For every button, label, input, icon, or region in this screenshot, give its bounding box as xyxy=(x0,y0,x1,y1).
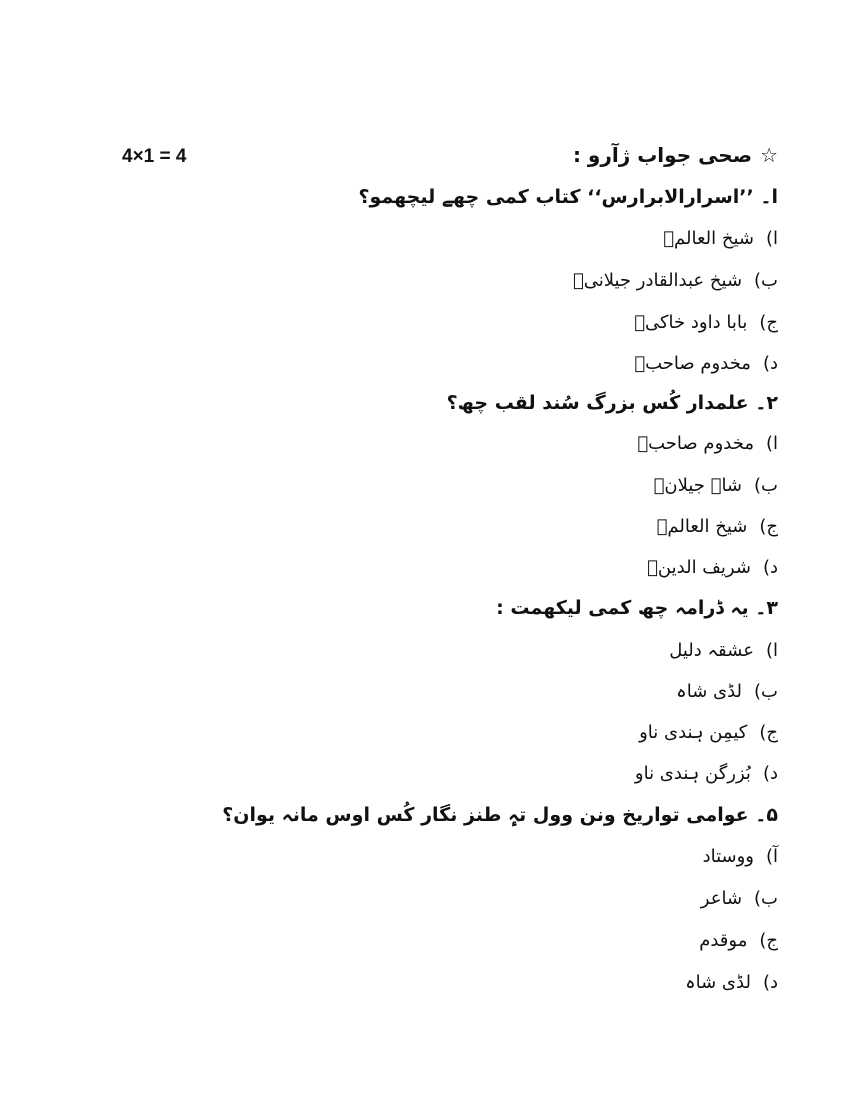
option-key: ج) xyxy=(759,722,778,743)
option-key: ا) xyxy=(765,228,778,249)
option-key: د) xyxy=(762,972,778,993)
option xyxy=(654,475,778,496)
option xyxy=(699,930,778,951)
option-text: شیخ العالمؒ xyxy=(663,228,754,249)
option-key: د) xyxy=(762,763,778,784)
option xyxy=(663,228,778,249)
option-text: مخدوم صاحبؒ xyxy=(637,433,754,454)
option xyxy=(703,846,778,867)
option-key: ب) xyxy=(754,888,778,909)
option-key: ا) xyxy=(765,433,778,454)
option-key: ا) xyxy=(765,640,778,661)
option xyxy=(634,353,778,374)
option-text: شیخ العالمؒ xyxy=(656,516,748,537)
heading-text: صحی جواب ژآرو : xyxy=(572,143,753,167)
option-text: بابا داود خاکیؒ xyxy=(634,312,748,333)
option-key: ج) xyxy=(759,312,778,333)
option-text: بُزرگن ہندی ناو xyxy=(634,763,751,784)
question-5: ۵۔ عوامی تواریخ ونن وول تہٕ طنز نگار کُس اوس مانہ یوان؟ xyxy=(222,804,778,826)
section-heading xyxy=(573,143,778,167)
option-text: مخدوم صاحبؒ xyxy=(634,353,751,374)
option-text: شاعر xyxy=(700,888,743,909)
option xyxy=(669,640,778,661)
option xyxy=(573,270,778,291)
option xyxy=(635,763,778,784)
option-key: ج) xyxy=(759,516,778,537)
option xyxy=(647,557,778,578)
option xyxy=(637,433,778,454)
option-key: ب) xyxy=(754,681,778,702)
option xyxy=(685,972,778,993)
question-3: ۳۔ یہ ڈرامہ چھ کمی لیکھمت : xyxy=(496,597,778,619)
option xyxy=(676,681,778,702)
star-icon: ☆ xyxy=(760,143,778,167)
option xyxy=(639,722,778,743)
marks-label: 4×1 = 4 xyxy=(122,146,187,167)
option-text: شریف الدینؒ xyxy=(647,557,751,578)
option-key: د) xyxy=(762,353,778,374)
option-text: لڈی شاہ xyxy=(685,972,751,993)
option xyxy=(701,888,778,909)
question-1: ا۔ ’’اسرارالابرارس‘‘ کتاب کمی چھے لیچھمو؟ xyxy=(358,186,778,208)
question-2: ۲۔ علمدار کُس بزرگ سُند لقب چھ؟ xyxy=(446,392,778,414)
option-key: د) xyxy=(762,557,778,578)
option-text: شیخ عبدالقادر جیلانیؒ xyxy=(572,270,743,291)
option-text: لڈی شاہ xyxy=(676,681,743,702)
option xyxy=(634,312,778,333)
option-text: شاہ جیلانؒ xyxy=(653,475,743,496)
option xyxy=(657,516,778,537)
option-key: ج) xyxy=(759,930,778,951)
option-key: ب) xyxy=(754,270,778,291)
option-key: آ) xyxy=(765,846,778,867)
option-text: موقدم xyxy=(699,930,748,951)
option-text: کیمِن ہندی ناو xyxy=(639,722,748,743)
option-text: عشقہ دلیل xyxy=(669,640,754,661)
option-text: ووستاد xyxy=(702,846,754,867)
option-key: ب) xyxy=(754,475,778,496)
